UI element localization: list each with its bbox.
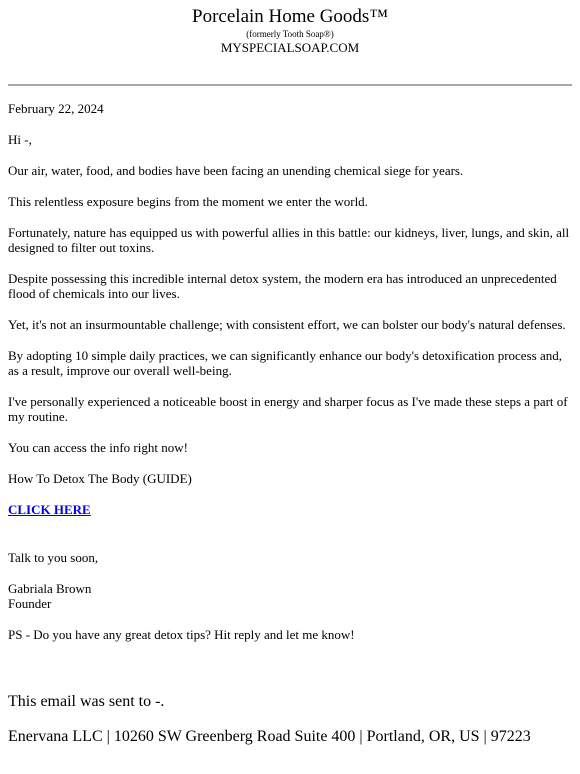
body-paragraph: By adopting 10 simple daily practices, we can significantly enhance our body's detoxification process and, as a result, improve our overall well-being. xyxy=(8,348,562,378)
email-body xyxy=(8,101,572,658)
guide-title: How To Detox The Body (GUIDE) xyxy=(8,471,192,486)
footer-address: Enervana LLC | 10260 SW Greenberg Road Suite 400 | Portland, OR, US | 97223 xyxy=(8,728,531,745)
brand-name: Porcelain Home Goods™ xyxy=(192,6,388,27)
body-paragraph: Yet, it's not an insurmountable challenge; with consistent effort, we can bolster our body's natural defenses. xyxy=(8,317,566,332)
signature-title: Founder xyxy=(8,596,52,611)
email-greeting: Hi -, xyxy=(8,132,32,147)
click-here-link[interactable]: CLICK HERE xyxy=(8,502,91,517)
formerly-note: (formerly Tooth Soap®) xyxy=(246,29,334,39)
site-name: MYSPECIALSOAP.COM xyxy=(220,40,360,55)
email-postscript: PS - Do you have any great detox tips? Hit reply and let me know! xyxy=(8,627,355,642)
email-date: February 22, 2024 xyxy=(8,101,104,116)
body-paragraph: You can access the info right now! xyxy=(8,440,188,455)
body-paragraph: Fortunately, nature has equipped us with powerful allies in this battle: our kidneys, liver, lungs, and skin, all designed to filter out toxins. xyxy=(8,225,570,255)
email-signature xyxy=(8,581,572,611)
body-paragraph: Despite possessing this incredible internal detox system, the modern era has introduced an unprecedented flood of chemicals into our lives. xyxy=(8,271,557,301)
header-divider xyxy=(8,84,572,86)
signature-name: Gabriala Brown xyxy=(8,581,92,596)
footer-sent-to: This email was sent to -. xyxy=(8,693,165,710)
body-paragraph: Our air, water, food, and bodies have been facing an unending chemical siege for years. xyxy=(8,163,464,178)
email-header xyxy=(0,0,580,56)
email-closing: Talk to you soon, xyxy=(8,550,99,565)
cta-line xyxy=(8,502,572,517)
body-paragraph: This relentless exposure begins from the moment we enter the world. xyxy=(8,194,368,209)
body-paragraph: I've personally experienced a noticeable boost in energy and sharper focus as I've made these steps a part of my routine. xyxy=(8,394,568,424)
